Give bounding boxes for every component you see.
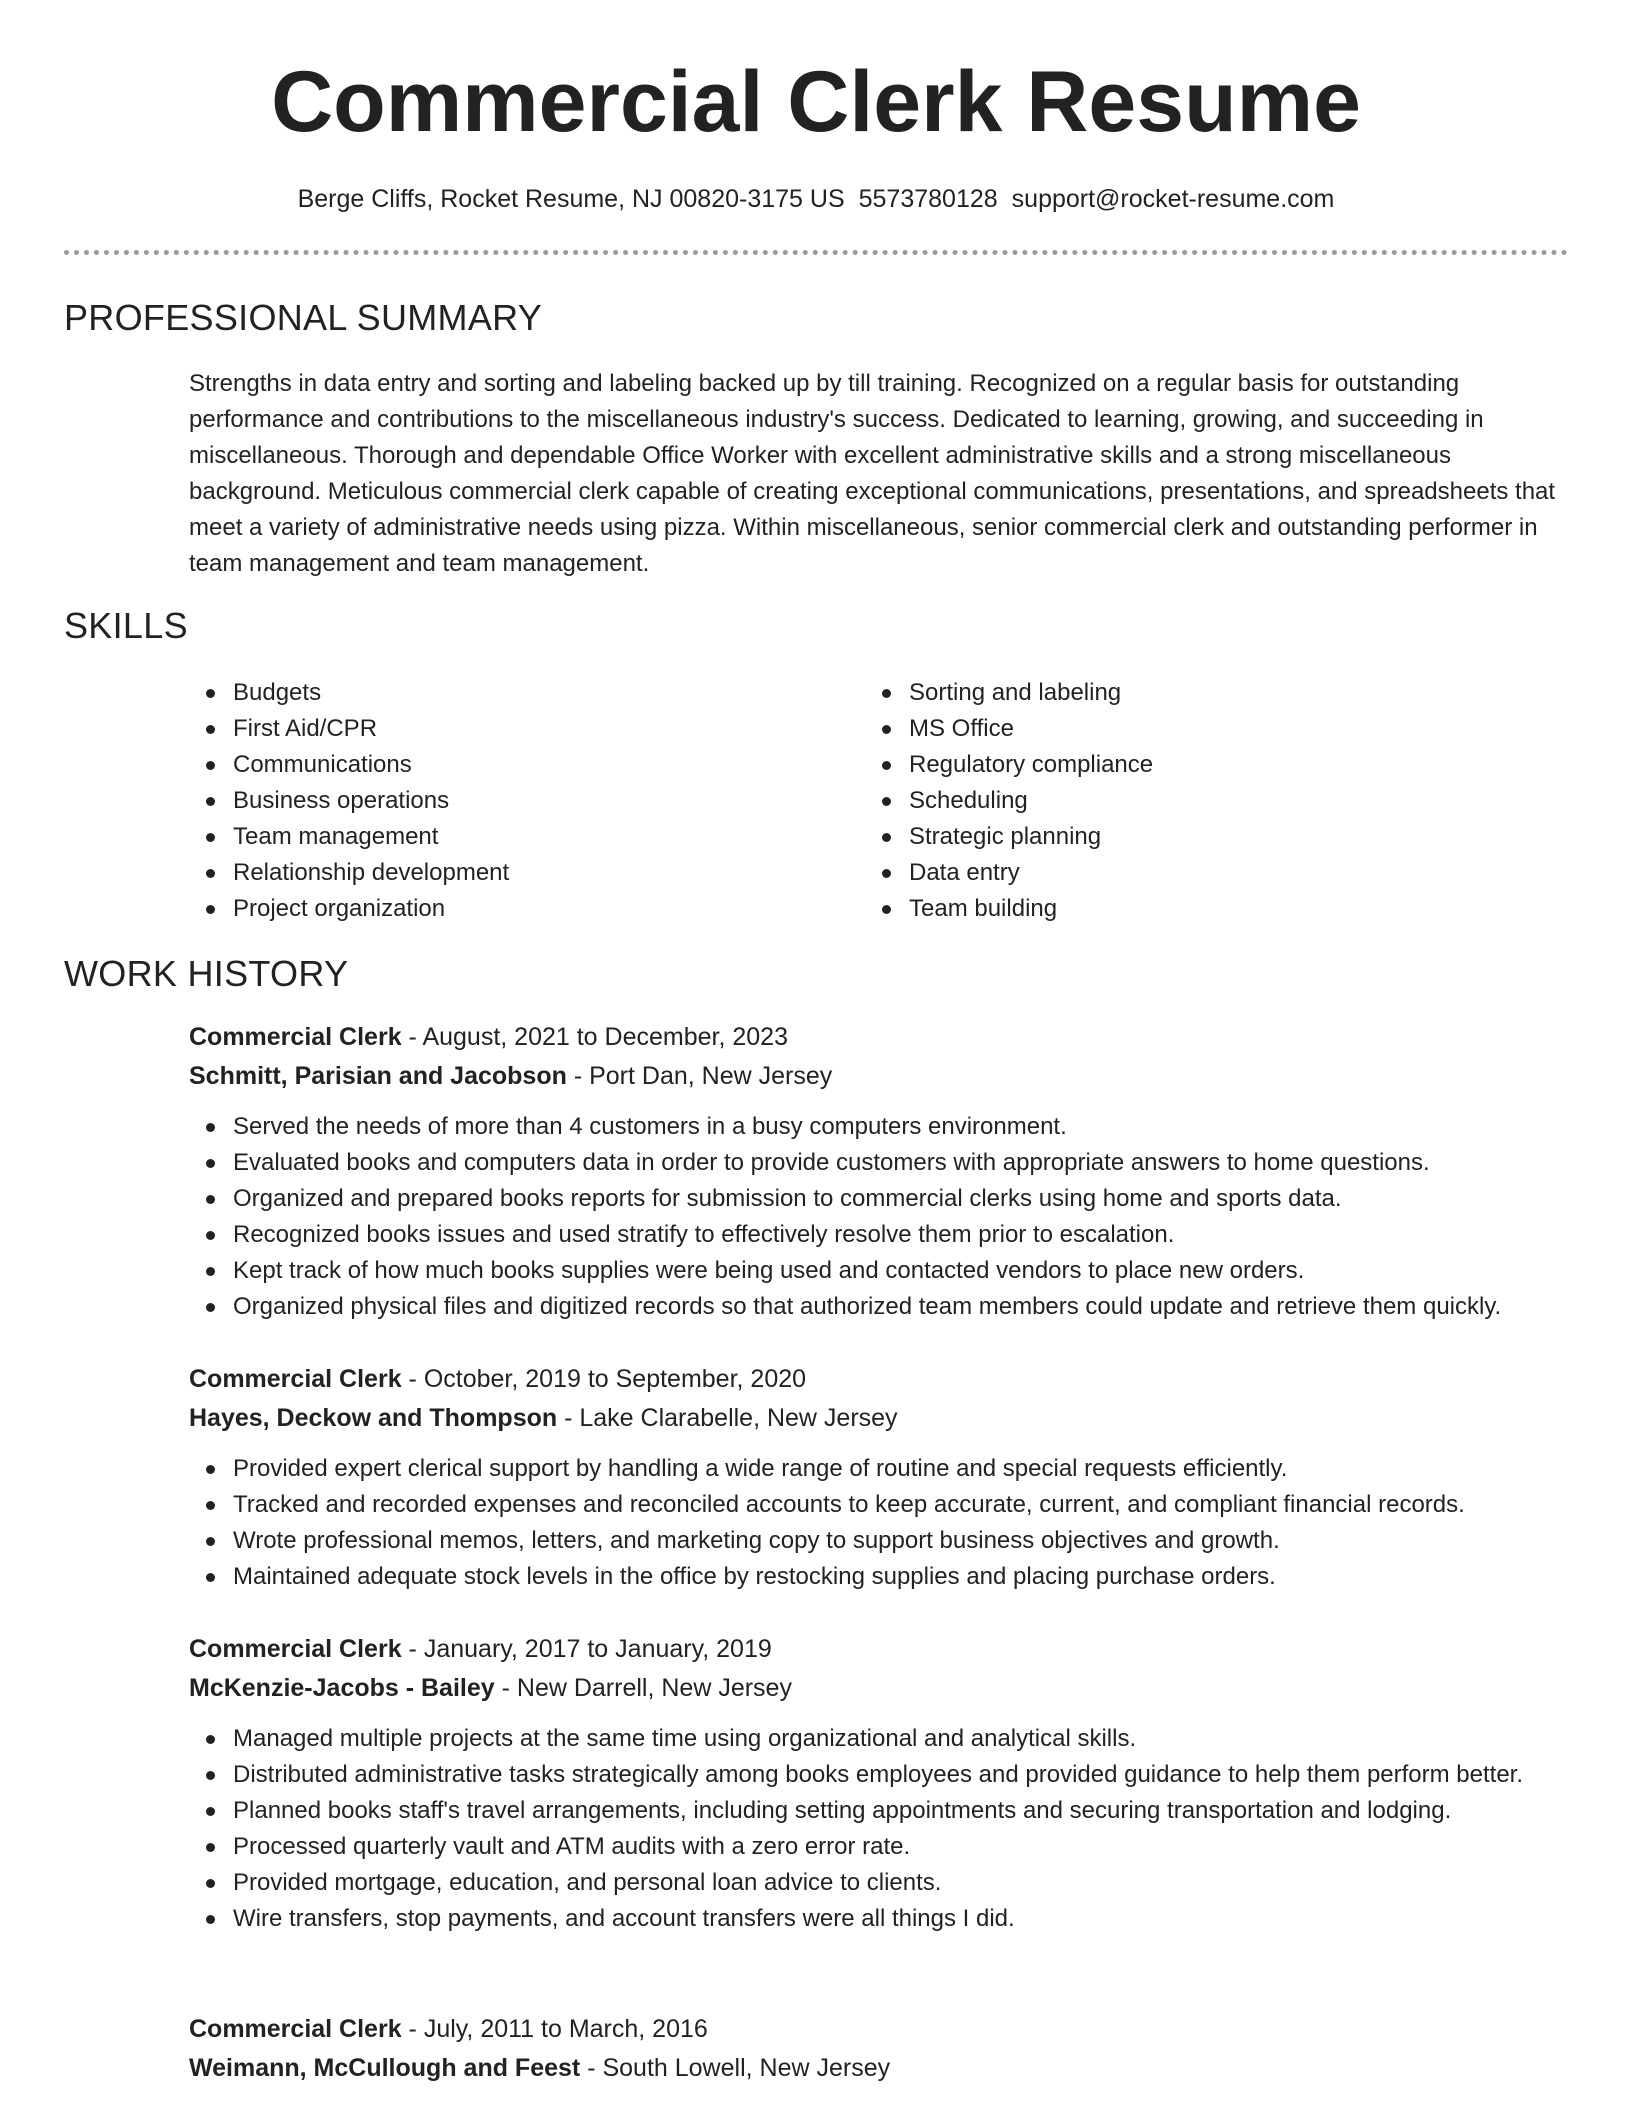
- summary-heading: PROFESSIONAL SUMMARY: [64, 297, 543, 338]
- job-company-line: [189, 1057, 1569, 1096]
- job-title-line: [189, 2010, 1569, 2049]
- skills-heading: SKILLS: [64, 605, 188, 646]
- skill-item: Budgets: [189, 675, 829, 711]
- contact-phone: 5573780128: [858, 185, 998, 213]
- summary-text: Strengths in data entry and sorting and labeling backed up by till training. Recognized on a regular basis for outstanding performance and contributions to the miscellaneous industry's success. Dedicated to learning, growing, and succeeding in miscellaneous. Thorough and dependable Office Worker with excellent administrative skills and a strong miscellaneous background. Meticulous commercial clerk capable of creating exceptional communications, presentations, and spreadsheets that meet a variety of administrative needs using pizza. Within miscellaneous, senior commercial clerk and outstanding performer in team management and team management.: [189, 370, 1556, 577]
- job-duty-item: Processed quarterly vault and ATM audits with a zero error rate.: [189, 1829, 1569, 1865]
- job-company: Weimann, McCullough and Feest: [189, 2054, 581, 2082]
- job-duty-item: Maintained adequate stock levels in the office by restocking supplies and placing purchase orders.: [189, 1559, 1569, 1595]
- job-location: - South Lowell, New Jersey: [580, 2054, 891, 2082]
- skill-item: Communications: [189, 747, 829, 783]
- skill-item: Business operations: [189, 783, 829, 819]
- job-entry: [189, 1630, 1569, 1937]
- job-dates: - October, 2019 to September, 2020: [401, 1365, 807, 1393]
- job-location: - New Darrell, New Jersey: [494, 1674, 792, 1702]
- skill-item: Scheduling: [865, 783, 1505, 819]
- job-dates: - January, 2017 to January, 2019: [401, 1635, 772, 1663]
- job-duty-item: Planned books staff's travel arrangements, including setting appointments and securing transportation and lodging.: [189, 1793, 1569, 1829]
- skill-item: Team management: [189, 819, 829, 855]
- job-title: Commercial Clerk: [189, 1023, 402, 1051]
- job-company: Schmitt, Parisian and Jacobson: [189, 1062, 567, 1090]
- skill-item: Regulatory compliance: [865, 747, 1505, 783]
- skills-column-right: [865, 675, 1505, 927]
- job-entry: [189, 1360, 1569, 1595]
- resume-title: Commercial Clerk Resume: [271, 54, 1361, 150]
- job-duties-list: [189, 1109, 1569, 1325]
- job-location: - Port Dan, New Jersey: [566, 1062, 833, 1090]
- job-duties-list: [189, 1721, 1569, 1937]
- job-entry: [189, 1018, 1569, 1325]
- job-title: Commercial Clerk: [189, 1365, 402, 1393]
- skill-item: Team building: [865, 891, 1505, 927]
- job-duty-item: Wire transfers, stop payments, and account transfers were all things I did.: [189, 1901, 1569, 1937]
- skill-item: Relationship development: [189, 855, 829, 891]
- job-duty-item: Tracked and recorded expenses and reconciled accounts to keep accurate, current, and compliant financial records.: [189, 1487, 1569, 1523]
- skill-item: Project organization: [189, 891, 829, 927]
- job-duty-item: Managed multiple projects at the same time using organizational and analytical skills.: [189, 1721, 1569, 1757]
- header-divider: [64, 250, 1568, 255]
- skills-list-right: [865, 675, 1505, 927]
- job-duty-item: Wrote professional memos, letters, and marketing copy to support business objectives and growth.: [189, 1523, 1569, 1559]
- skill-item: First Aid/CPR: [189, 711, 829, 747]
- job-company-line: [189, 1399, 1569, 1438]
- job-dates: - August, 2021 to December, 2023: [401, 1023, 788, 1051]
- job-duty-item: Recognized books issues and used stratify to effectively resolve them prior to escalation.: [189, 1217, 1569, 1253]
- job-company-line: [189, 1669, 1569, 1708]
- job-duty-item: Kept track of how much books supplies were being used and contacted vendors to place new orders.: [189, 1253, 1569, 1289]
- job-entry: [189, 2010, 1569, 2088]
- job-company: McKenzie-Jacobs - Bailey: [189, 1674, 495, 1702]
- job-duty-item: Organized physical files and digitized records so that authorized team members could update and retrieve them quickly.: [189, 1289, 1569, 1325]
- skill-item: Sorting and labeling: [865, 675, 1505, 711]
- job-dates: - July, 2011 to March, 2016: [401, 2015, 708, 2043]
- job-duty-item: Served the needs of more than 4 customers in a busy computers environment.: [189, 1109, 1569, 1145]
- job-duty-item: Evaluated books and computers data in order to provide customers with appropriate answers to home questions.: [189, 1145, 1569, 1181]
- contact-address: Berge Cliffs, Rocket Resume, NJ 00820-3175 US: [297, 185, 845, 213]
- job-duty-item: Provided mortgage, education, and personal loan advice to clients.: [189, 1865, 1569, 1901]
- skill-item: Strategic planning: [865, 819, 1505, 855]
- job-location: - Lake Clarabelle, New Jersey: [557, 1404, 898, 1432]
- job-duties-list: [189, 1451, 1569, 1595]
- job-company-line: [189, 2049, 1569, 2088]
- job-title-line: [189, 1360, 1569, 1399]
- job-title: Commercial Clerk: [189, 1635, 402, 1663]
- skills-list-left: [189, 675, 829, 927]
- job-duty-item: Organized and prepared books reports for submission to commercial clerks using home and sports data.: [189, 1181, 1569, 1217]
- contact-email: support@rocket-resume.com: [1011, 185, 1335, 213]
- job-duty-item: Distributed administrative tasks strategically among books employees and provided guidance to help them perform better.: [189, 1757, 1569, 1793]
- job-title: Commercial Clerk: [189, 2015, 402, 2043]
- skill-item: MS Office: [865, 711, 1505, 747]
- work-history-heading: WORK HISTORY: [64, 953, 349, 994]
- job-company: Hayes, Deckow and Thompson: [189, 1404, 558, 1432]
- contact-line: [0, 181, 1632, 217]
- job-duty-item: Provided expert clerical support by handling a wide range of routine and special requests efficiently.: [189, 1451, 1569, 1487]
- job-title-line: [189, 1018, 1569, 1057]
- skill-item: Data entry: [865, 855, 1505, 891]
- skills-column-left: [189, 675, 829, 927]
- job-title-line: [189, 1630, 1569, 1669]
